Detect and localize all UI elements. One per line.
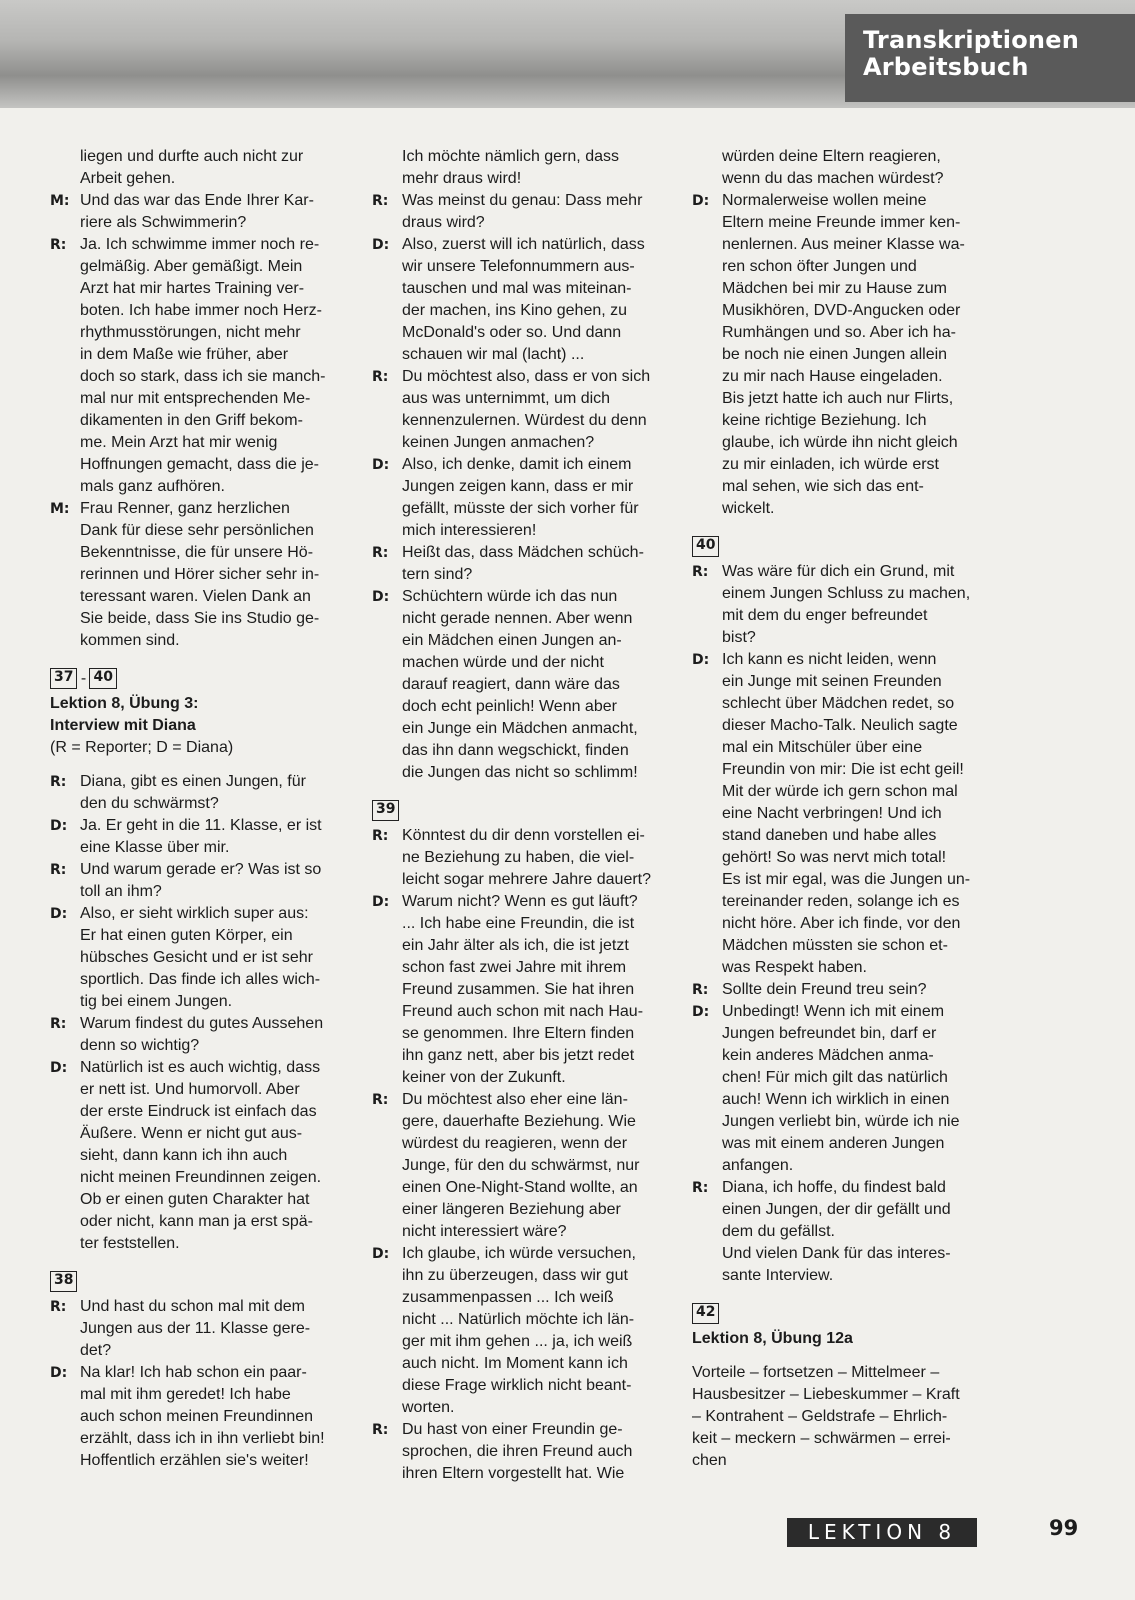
column-3 — [692, 146, 992, 1472]
dialogue-line: Ja. Er geht in die 11. Klasse, er ist — [80, 817, 322, 834]
dialogue-line: Es ist mir egal, was die Jungen un- — [722, 871, 971, 888]
dialogue-line: toll an ihm? — [80, 883, 162, 900]
dialogue-line: schauen wir mal (lacht) ... — [402, 346, 585, 363]
section-title-box — [845, 14, 1135, 102]
dialogue-line: der machen, ins Kino gehen, zu — [402, 302, 628, 319]
dialogue-line: kennenzulernen. Würdest du denn — [402, 412, 647, 429]
dialogue-line: mals ganz aufhören. — [80, 478, 225, 495]
dialogue-turn — [372, 1089, 672, 1243]
speaker-label: D: — [372, 237, 390, 253]
dialogue-line: ein Junge ein Mädchen anmacht, — [402, 720, 638, 737]
dialogue-line: doch so stark, dass ich sie manch- — [80, 368, 326, 385]
dialogue-line: eine Klasse über mir. — [80, 839, 230, 856]
dialogue-line: schlecht über Mädchen redet, so — [722, 695, 955, 712]
dialogue-turn — [372, 234, 672, 366]
track-range — [50, 668, 345, 690]
word-list: Vorteile – fortsetzen – Mittelmeer – Hausbesitzer – Liebeskummer – Kraft – Kontrahent – Geldstrafe – Ehrlich- keit – meckern – schwärmen – errei- chen — [692, 1364, 960, 1469]
speaker-label: R: — [372, 369, 389, 385]
dialogue-line: erzählt, dass ich in ihn verliebt bin! — [80, 1430, 325, 1447]
dialogue-line: Warum nicht? Wenn es gut läuft? — [402, 893, 638, 910]
dialogue-line: ne Beziehung zu haben, die viel- — [402, 849, 635, 866]
speaker-label: R: — [50, 237, 67, 253]
dialogue-turn — [50, 1013, 345, 1057]
dialogue-line: in dem Maße wie früher, aber — [80, 346, 289, 363]
dialogue-line: bist? — [722, 629, 756, 646]
dialogue-turn — [372, 1419, 672, 1485]
dialogue-line: Und das war das Ende Ihrer Kar- — [80, 192, 314, 209]
dialogue-line: Also, zuerst will ich natürlich, dass — [402, 236, 645, 253]
dialogue-turn — [372, 542, 672, 586]
dialogue-line: tern sind? — [402, 566, 473, 583]
dialogue-line: teressant waren. Vielen Dank an — [80, 588, 311, 605]
dialogue-line: Und warum gerade er? Was ist so — [80, 861, 322, 878]
dialogue-line: zusammenpassen ... Ich weiß — [402, 1289, 614, 1306]
dialogue-turn — [372, 366, 672, 454]
page-number: 99 — [1049, 1516, 1079, 1540]
dialogue-turn — [50, 859, 345, 903]
dialogue-line: nicht gerade nennen. Aber wenn — [402, 610, 633, 627]
dialogue-line: darauf reagiert, dann wäre das — [402, 676, 620, 693]
dialogue-line: kein anderes Mädchen anma- — [722, 1047, 934, 1064]
dialogue-block — [50, 771, 345, 1255]
speaker-label: D: — [692, 652, 710, 668]
dialogue-line: Also, ich denke, damit ich einem — [402, 456, 632, 473]
dialogue-line: Musikhören, DVD-Angucken oder — [722, 302, 961, 319]
dialogue-line: rerinnen und Hörer sicher sehr in- — [80, 566, 320, 583]
dialogue-line: ein Jahr älter als ich, die ist jetzt — [402, 937, 629, 954]
dialogue-line: ihn ganz nett, aber bis jetzt redet — [402, 1047, 635, 1064]
speaker-label: D: — [50, 1060, 68, 1076]
speaker-label: R: — [372, 828, 389, 844]
dialogue-line: Rumhängen und so. Aber ich ha- — [722, 324, 956, 341]
dialogue-turn — [50, 903, 345, 1013]
dialogue-line: Freund auch schon mit nach Hau- — [402, 1003, 644, 1020]
dialogue-line: Schüchtern würde ich das nun — [402, 588, 618, 605]
dialogue-line: Du hast von einer Freundin ge- — [402, 1421, 623, 1438]
dialogue-turn — [50, 1362, 345, 1472]
track-number-box: 42 — [692, 1303, 719, 1324]
dialogue-line: Hoffentlich erzählen sie's weiter! — [80, 1452, 309, 1469]
dialogue-turn — [372, 190, 672, 234]
dialogue-turn — [372, 891, 672, 1089]
speaker-label: R: — [372, 193, 389, 209]
speaker-label: D: — [692, 1004, 710, 1020]
dialogue-line: Sie beide, dass Sie ins Studio ge- — [80, 610, 320, 627]
dialogue-line: sportlich. Das finde ich alles wich- — [80, 971, 321, 988]
dialogue-line: auch schon meinen Freundinnen — [80, 1408, 314, 1425]
dialogue-line: den du schwärmst? — [80, 795, 219, 812]
dialogue-line: keinen Jungen anmachen? — [402, 434, 595, 451]
dialogue-turn — [692, 1177, 992, 1287]
track-number-box: 38 — [50, 1271, 77, 1292]
dialogue-line: was mit einem anderen Jungen — [722, 1135, 945, 1152]
dialogue-line: wir unsere Telefonnummern aus- — [402, 258, 635, 275]
speaker-label: R: — [372, 545, 389, 561]
dialogue-line: einen One-Night-Stand wollte, an — [402, 1179, 638, 1196]
lesson-subtitle: Interview mit Diana — [50, 717, 196, 734]
dialogue-line: Eltern meine Freunde immer ken- — [722, 214, 961, 231]
speaker-label: D: — [372, 894, 390, 910]
dialogue-line: Heißt das, dass Mädchen schüch- — [402, 544, 644, 561]
roles-legend: (R = Reporter; D = Diana) — [50, 739, 234, 756]
section-title-line1: Transkriptionen — [863, 26, 1079, 54]
speaker-label: R: — [372, 1422, 389, 1438]
dialogue-turn — [50, 1296, 345, 1362]
dialogue-block — [692, 561, 992, 1287]
dialogue-line: Na klar! Ich hab schon ein paar- — [80, 1364, 307, 1381]
dialogue-line: boten. Ich habe immer noch Herz- — [80, 302, 322, 319]
continuation-text: Ich möchte nämlich gern, dass mehr draus wird! — [402, 148, 619, 187]
dialogue-line: Dank für diese sehr persönlichen — [80, 522, 314, 539]
dialogue-line: Ob er einen guten Charakter hat — [80, 1191, 310, 1208]
dialogue-line: Du möchtest also, dass er von sich — [402, 368, 651, 385]
dialogue-turn — [692, 190, 992, 520]
dialogue-line: Freundin von mir: Die ist echt geil! — [722, 761, 964, 778]
dialogue-line: glaube, ich würde ihn nicht gleich — [722, 434, 958, 451]
dialogue-line: auch nicht. Im Moment kann ich — [402, 1355, 628, 1372]
dialogue-line: Mädchen müssten sie schon et- — [722, 937, 948, 954]
dialogue-line: stand daneben und habe alles — [722, 827, 937, 844]
dialogue-line: Normalerweise wollen meine — [722, 192, 927, 209]
dialogue-line: Freund zusammen. Sie hat ihren — [402, 981, 635, 998]
dialogue-line: keine richtige Beziehung. Ich — [722, 412, 927, 429]
dialogue-turn — [692, 1001, 992, 1177]
dialogue-turn — [50, 498, 345, 652]
dialogue-line: gelmäßig. Aber gemäßigt. Mein — [80, 258, 303, 275]
dialogue-turn — [372, 586, 672, 784]
dialogue-turn — [692, 649, 992, 979]
dialogue-line: sprochen, die ihren Freund auch — [402, 1443, 633, 1460]
dialogue-line: wickelt. — [722, 500, 775, 517]
speaker-label: R: — [50, 1299, 67, 1315]
speaker-label: D: — [50, 1365, 68, 1381]
track-number-box: 40 — [692, 536, 719, 557]
dialogue-line: worten. — [402, 1399, 455, 1416]
dialogue-line: Und hast du schon mal mit dem — [80, 1298, 305, 1315]
dialogue-line: Hoffnungen gemacht, dass die je- — [80, 456, 319, 473]
speaker-label: M: — [50, 501, 70, 517]
dialogue-line: mal nur mit entsprechenden Me- — [80, 390, 311, 407]
dialogue-line: kommen sind. — [80, 632, 180, 649]
dialogue-line: leicht sogar mehrere Jahre dauert? — [402, 871, 652, 888]
dialogue-line: er nett ist. Und humorvoll. Aber — [80, 1081, 300, 1098]
speaker-label: R: — [50, 774, 67, 790]
dialogue-line: machen würde und der nicht — [402, 654, 604, 671]
dialogue-line: nicht meinen Freundinnen zeigen. — [80, 1169, 322, 1186]
dialogue-turn — [50, 190, 345, 234]
dialogue-line: mal ein Mitschüler über eine — [722, 739, 923, 756]
dialogue-line: zu mir einladen, ich würde erst — [722, 456, 939, 473]
dialogue-line: Frau Renner, ganz herzlichen — [80, 500, 290, 517]
dialogue-line: das ihn dann wegschickt, finden — [402, 742, 629, 759]
dialogue-line: die Jungen das nicht so schlimm! — [402, 764, 638, 781]
dialogue-line: riere als Schwimmerin? — [80, 214, 247, 231]
dialogue-line: nicht ... Natürlich möchte ich län- — [402, 1311, 635, 1328]
dialogue-turn — [692, 561, 992, 649]
dialogue-line: Er hat einen guten Körper, ein — [80, 927, 293, 944]
speaker-label: R: — [692, 1180, 709, 1196]
dialogue-line: Bis jetzt hatte ich auch nur Flirts, — [722, 390, 954, 407]
dialogue-line: Sollte dein Freund treu sein? — [722, 981, 927, 998]
dialogue-line: schon fast zwei Jahre mit ihrem — [402, 959, 627, 976]
speaker-label: R: — [50, 1016, 67, 1032]
dialogue-line: was Respekt haben. — [722, 959, 867, 976]
dialogue-line: tig bei einem Jungen. — [80, 993, 233, 1010]
speaker-label: R: — [372, 1092, 389, 1108]
speaker-label: D: — [50, 818, 68, 834]
dialogue-line: eine Nacht verbringen! Und ich — [722, 805, 942, 822]
dialogue-line: auch! Wenn ich wirklich in einen — [722, 1091, 950, 1108]
column-2 — [372, 146, 672, 1485]
dialogue-line: se genommen. Ihre Eltern finden — [402, 1025, 635, 1042]
dialogue-turn — [372, 454, 672, 542]
dialogue-line: nenlernen. Aus meiner Klasse wa- — [722, 236, 965, 253]
dialogue-block — [50, 190, 345, 652]
dialogue-turn — [50, 771, 345, 815]
dialogue-line: Ich glaube, ich würde versuchen, — [402, 1245, 636, 1262]
track-number-box: 40 — [89, 668, 116, 689]
dialogue-line: ihren Eltern vorgestellt hat. Wie — [402, 1465, 625, 1482]
dialogue-line: einer längeren Beziehung aber — [402, 1201, 621, 1218]
dialogue-line: aus was unternimmt, um dich — [402, 390, 611, 407]
dialogue-line: Und vielen Dank für das interes- — [722, 1245, 951, 1262]
dialogue-line: me. Mein Arzt hat mir wenig — [80, 434, 278, 451]
dialogue-line: Jungen aus der 11. Klasse gere- — [80, 1320, 311, 1337]
dialogue-line: tauschen und mal was miteinan- — [402, 280, 632, 297]
dialogue-line: rhythmusstörungen, nicht mehr — [80, 324, 301, 341]
dialogue-line: Diana, ich hoffe, du findest bald — [722, 1179, 946, 1196]
dialogue-line: ter feststellen. — [80, 1235, 180, 1252]
dialogue-line: Jungen verliebt bin, würde ich nie — [722, 1113, 960, 1130]
dialogue-line: Ja. Ich schwimme immer noch re- — [80, 236, 320, 253]
track-number-box: 37 — [50, 668, 77, 689]
dialogue-line: diese Frage wirklich nicht beant- — [402, 1377, 632, 1394]
speaker-label: D: — [372, 1246, 390, 1262]
dialogue-line: Junge, für den du schwärmst, nur — [402, 1157, 640, 1174]
track-marker — [692, 536, 992, 558]
dialogue-line: ger mit ihm gehen ... ja, ich weiß — [402, 1333, 633, 1350]
dialogue-line: anfangen. — [722, 1157, 794, 1174]
dialogue-line: mit dem du enger befreundet — [722, 607, 928, 624]
continuation-text: liegen und durfte auch nicht zur Arbeit gehen. — [80, 148, 304, 187]
dialogue-line: Bekenntnisse, die für unsere Hö- — [80, 544, 314, 561]
dialogue-line: Warum findest du gutes Aussehen — [80, 1015, 324, 1032]
dialogue-line: nicht interessiert wäre? — [402, 1223, 567, 1240]
dialogue-line: einem Jungen Schluss zu machen, — [722, 585, 971, 602]
dialogue-turn — [692, 979, 992, 1001]
dialogue-line: Du möchtest also eher eine län- — [402, 1091, 628, 1108]
dialogue-line: Mit der würde ich gern schon mal — [722, 783, 958, 800]
dialogue-turn — [372, 1243, 672, 1419]
dialogue-line: Also, er sieht wirklich super aus: — [80, 905, 309, 922]
dialogue-line: Könntest du dir denn vorstellen ei- — [402, 827, 645, 844]
dialogue-turn — [50, 815, 345, 859]
dialogue-line: Unbedingt! Wenn ich mit einem — [722, 1003, 945, 1020]
dialogue-line: sante Interview. — [722, 1267, 834, 1284]
speaker-label: D: — [372, 589, 390, 605]
dialogue-line: chen! Für mich gilt das natürlich — [722, 1069, 948, 1086]
dialogue-line: mal mit ihm geredet! Ich habe — [80, 1386, 291, 1403]
dialogue-line: tereinander reden, solange ich es — [722, 893, 960, 910]
dialogue-line: einen Jungen, der dir gefällt und — [722, 1201, 951, 1218]
dialogue-block — [50, 1296, 345, 1472]
dialogue-line: Was wäre für dich ein Grund, mit — [722, 563, 955, 580]
dialogue-line: keiner von der Zukunft. — [402, 1069, 566, 1086]
dialogue-block — [372, 190, 672, 784]
speaker-label: D: — [372, 457, 390, 473]
lesson-footer-label: LEKTION 8 — [787, 1518, 977, 1547]
dialogue-line: zu mir nach Hause eingeladen. — [722, 368, 943, 385]
dialogue-line: ihn zu überzeugen, dass wir gut — [402, 1267, 628, 1284]
lesson-title: Lektion 8, Übung 12a — [692, 1330, 853, 1347]
dialogue-turn — [372, 825, 672, 891]
dialogue-line: nicht höre. Aber ich finde, vor den — [722, 915, 961, 932]
dialogue-line: Diana, gibt es einen Jungen, für — [80, 773, 306, 790]
dialogue-line: ein Mädchen einen Jungen an- — [402, 632, 622, 649]
dialogue-line: denn so wichtig? — [80, 1037, 200, 1054]
section-title-line2: Arbeitsbuch — [863, 53, 1029, 81]
dialogue-line: sieht, dann kann ich ihn auch — [80, 1147, 288, 1164]
dialogue-block — [692, 190, 992, 520]
track-marker — [692, 1303, 992, 1325]
dialogue-line: ren schon öfter Jungen und — [722, 258, 917, 275]
dialogue-line: dikamenten in den Griff bekom- — [80, 412, 303, 429]
dialogue-line: würdest du reagieren, wenn der — [402, 1135, 628, 1152]
dialogue-line: ... Ich habe eine Freundin, die ist — [402, 915, 635, 932]
dialogue-line: der erste Eindruck ist einfach das — [80, 1103, 317, 1120]
dialogue-line: Arzt hat mir hartes Training ver- — [80, 280, 305, 297]
track-marker — [50, 1271, 345, 1293]
column-1 — [50, 146, 345, 1472]
track-marker — [372, 800, 672, 822]
speaker-label: R: — [692, 982, 709, 998]
dialogue-line: be noch nie einen Jungen allein — [722, 346, 948, 363]
dialogue-line: Was meinst du genau: Dass mehr — [402, 192, 643, 209]
dialogue-line: mich interessieren! — [402, 522, 537, 539]
track-number-box: 39 — [372, 800, 399, 821]
dialogue-line: Mädchen bei mir zu Hause zum — [722, 280, 947, 297]
dialogue-line: ein Junge mit seinen Freunden — [722, 673, 942, 690]
track-range-dash: - — [80, 670, 87, 687]
dialogue-line: Jungen zeigen kann, dass er mir — [402, 478, 634, 495]
dialogue-line: doch echt peinlich! Wenn aber — [402, 698, 617, 715]
dialogue-line: det? — [80, 1342, 112, 1359]
speaker-label: R: — [692, 564, 709, 580]
speaker-label: R: — [50, 862, 67, 878]
dialogue-line: Äußere. Wenn er nicht gut aus- — [80, 1125, 303, 1142]
dialogue-turn — [50, 1057, 345, 1255]
dialogue-line: oder nicht, kann man ja erst spä- — [80, 1213, 314, 1230]
dialogue-line: mal sehen, wie sich das ent- — [722, 478, 924, 495]
dialogue-line: Ich kann es nicht leiden, wenn — [722, 651, 937, 668]
dialogue-line: Jungen befreundet bin, darf er — [722, 1025, 937, 1042]
dialogue-line: hübsches Gesicht und er ist sehr — [80, 949, 314, 966]
dialogue-line: dem du gefällst. — [722, 1223, 835, 1240]
dialogue-line: gere, dauerhafte Beziehung. Wie — [402, 1113, 636, 1130]
continuation-text: würden deine Eltern reagieren, wenn du das machen würdest? — [722, 148, 944, 187]
speaker-label: D: — [692, 193, 710, 209]
speaker-label: M: — [50, 193, 70, 209]
dialogue-line: gehört! So was nervt mich total! — [722, 849, 947, 866]
dialogue-line: draus wird? — [402, 214, 485, 231]
dialogue-line: McDonald's oder so. Und dann — [402, 324, 622, 341]
dialogue-line: gefällt, müsste der sich vorher für — [402, 500, 639, 517]
speaker-label: D: — [50, 906, 68, 922]
lesson-title: Lektion 8, Übung 3: — [50, 695, 199, 712]
dialogue-line: Natürlich ist es auch wichtig, dass — [80, 1059, 321, 1076]
dialogue-turn — [50, 234, 345, 498]
dialogue-line: dieser Macho-Talk. Neulich sagte — [722, 717, 958, 734]
dialogue-block — [372, 825, 672, 1485]
